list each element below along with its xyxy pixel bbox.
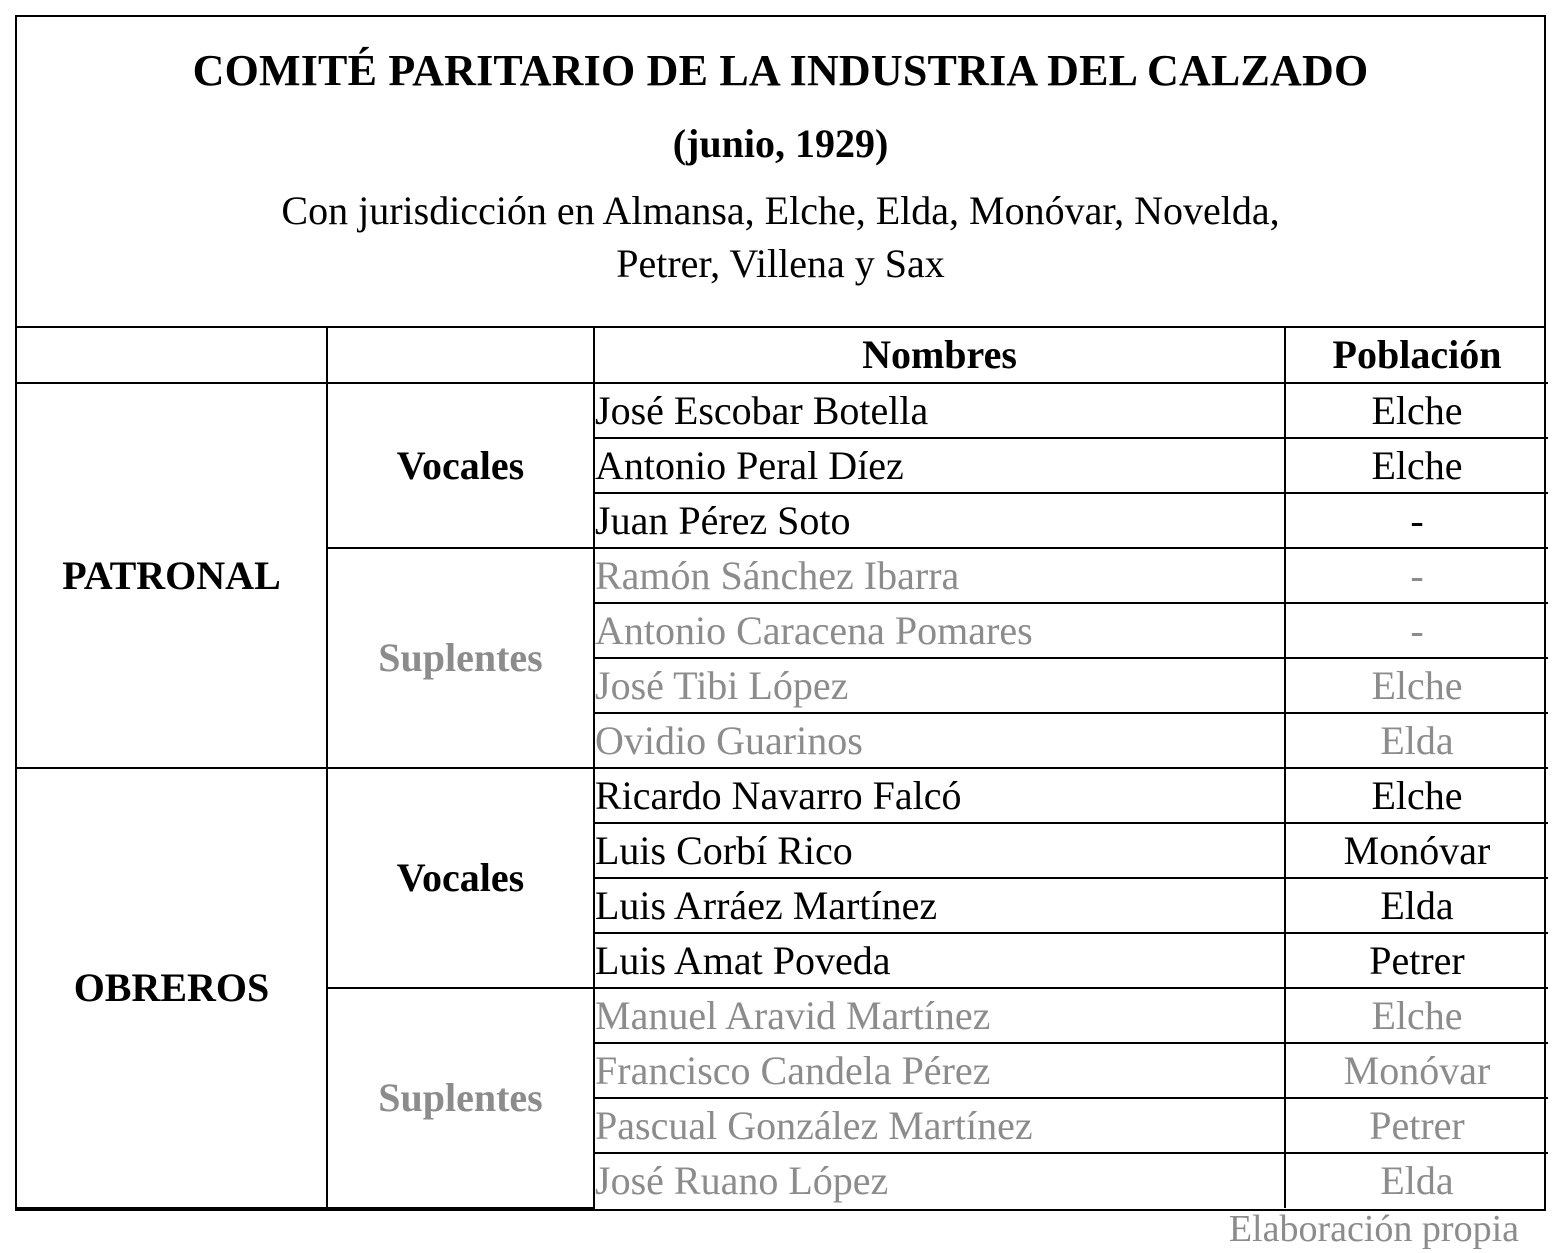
member-population: - [1285, 603, 1548, 658]
member-population: Elche [1285, 768, 1548, 823]
member-population: Elche [1285, 438, 1548, 493]
member-population: Monóvar [1285, 823, 1548, 878]
member-population: - [1285, 548, 1548, 603]
member-population: Elche [1285, 658, 1548, 713]
member-name: José Tibi López [594, 658, 1285, 713]
member-population: Elda [1285, 1153, 1548, 1208]
header-row [17, 328, 1548, 383]
member-population: - [1285, 493, 1548, 548]
member-population: Petrer [1285, 933, 1548, 988]
role-label: Suplentes [327, 988, 594, 1208]
member-name: Ovidio Guarinos [594, 713, 1285, 768]
member-population: Elche [1285, 988, 1548, 1043]
document-date: (junio, 1929) [672, 121, 889, 166]
source-note: Elaboración propia [1228, 1208, 1519, 1250]
header-names: Nombres [594, 328, 1285, 383]
member-population: Elda [1285, 713, 1548, 768]
role-label: Suplentes [327, 548, 594, 768]
group-label: PATRONAL [17, 383, 327, 768]
member-name: Luis Amat Poveda [594, 933, 1285, 988]
header-population: Población [1285, 328, 1548, 383]
member-name: José Ruano López [594, 1153, 1285, 1208]
member-name: José Escobar Botella [594, 383, 1285, 438]
role-label: Vocales [327, 383, 594, 548]
role-label: Vocales [327, 768, 594, 988]
group-label: OBREROS [17, 768, 327, 1208]
member-name: Manuel Aravid Martínez [594, 988, 1285, 1043]
table-row [17, 768, 1548, 823]
table-body [17, 383, 1548, 1208]
title-block [17, 17, 1544, 328]
member-name: Ramón Sánchez Ibarra [594, 548, 1285, 603]
member-name: Francisco Candela Pérez [594, 1043, 1285, 1098]
member-name: Ricardo Navarro Falcó [594, 768, 1285, 823]
document-sheet [15, 15, 1546, 1211]
table-row [17, 383, 1548, 438]
member-population: Monóvar [1285, 1043, 1548, 1098]
member-population: Elche [1285, 383, 1548, 438]
member-name: Juan Pérez Soto [594, 493, 1285, 548]
subtitle-line-2: Petrer, Villena y Sax [616, 241, 945, 286]
subtitle-line-1: Con jurisdicción en Almansa, Elche, Elda, Monóvar, Novelda, [281, 188, 1280, 233]
member-name: Pascual González Martínez [594, 1098, 1285, 1153]
member-population: Petrer [1285, 1098, 1548, 1153]
member-name: Antonio Caracena Pomares [594, 603, 1285, 658]
header-role-blank [327, 328, 594, 383]
document-title: COMITÉ PARITARIO DE LA INDUSTRIA DEL CALZADO [192, 46, 1369, 95]
member-name: Luis Corbí Rico [594, 823, 1285, 878]
member-name: Luis Arráez Martínez [594, 878, 1285, 933]
member-population: Elda [1285, 878, 1548, 933]
committee-table [17, 328, 1548, 1209]
document-subtitle [17, 184, 1544, 290]
member-name: Antonio Peral Díez [594, 438, 1285, 493]
header-group-blank [17, 328, 327, 383]
